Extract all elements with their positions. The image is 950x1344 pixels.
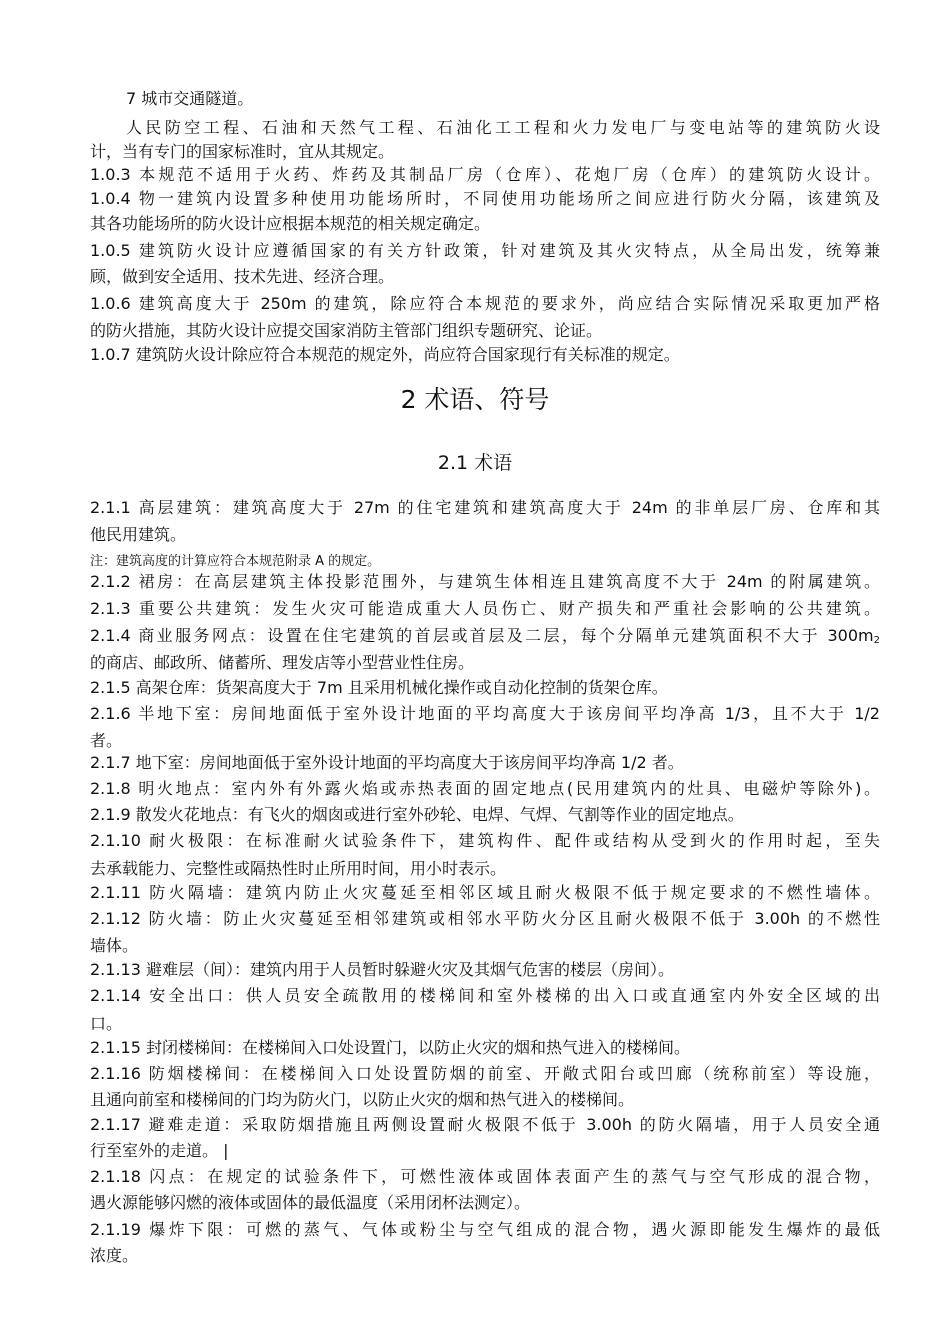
superscript: 2 xyxy=(873,635,880,646)
clause-1-0-4-cont: 其各功能场所的防火设计应根据本规范的相关规定确定。 xyxy=(90,214,491,233)
term-2-1-2: 2.1.2 裙房：在高层建筑主体投影范围外，与建筑生体相连且建筑高度不大于 24m 的附属建筑。 xyxy=(90,572,880,591)
section-title: 2.1 术语 xyxy=(437,452,513,474)
clause-1-0-4: 1.0.4 物一建筑内设置多种使用功能场所时，不同使用功能场所之间应进行防火分隔，该建筑及 xyxy=(90,189,880,208)
clause-1-0-3: 1.0.3 本规范不适用于火药、炸药及其制品厂房（仓库）、花炮厂房（仓库）的建筑防火设计。 xyxy=(90,165,880,184)
clause-1-0-6-cont: 的防火措施，其防火设计应提交国家消防主管部门组织专题研究、论证。 xyxy=(90,321,603,340)
term-2-1-3: 2.1.3 重要公共建筑：发生火灾可能造成重大人员伤亡、财产损失和严重社会影响的公共建筑。 xyxy=(90,599,880,618)
term-2-1-14-cont: 口。 xyxy=(90,1014,123,1033)
term-2-1-16: 2.1.16 防烟楼梯间：在楼梯间入口处设置防烟的前室、开敞式阳台或凹廊（统称前室）等设施， xyxy=(90,1064,880,1083)
term-2-1-7: 2.1.7 地下室：房间地面低于室外设计地面的平均高度大于该房间平均净高 1/2 者。 xyxy=(90,753,684,772)
term-2-1-19: 2.1.19 爆炸下限：可燃的蒸气、气体或粉尘与空气组成的混合物，遇火源即能发生爆炸的最低 xyxy=(90,1220,880,1239)
term-2-1-4 xyxy=(90,625,880,652)
term-2-1-11: 2.1.11 防火隔墙：建筑内防止火灾蔓延至相邻区域且耐火极限不低于规定要求的不燃性墙体。 xyxy=(90,883,880,902)
paragraph-line: 计，当有专门的国家标准时，宜从其规定。 xyxy=(90,142,395,161)
term-2-1-6-cont: 者。 xyxy=(90,731,123,750)
term-2-1-18: 2.1.18 闪点：在规定的试验条件下，可燃性液体或固体表面产生的蒸气与空气形成的混合物， xyxy=(90,1167,880,1186)
term-2-1-1: 2.1.1 高层建筑：建筑高度大于 27m 的住宅建筑和建筑高度大于 24m 的非单层厂房、仓库和其 xyxy=(90,498,880,517)
clause-1-0-5-cont: 顾，做到安全适用、技术先进、经济合理。 xyxy=(90,267,395,286)
note: 注：建筑高度的计算应符合本规范附录 A 的规定。 xyxy=(90,554,381,569)
term-2-1-16-cont: 且通向前室和楼梯间的门均为防火门，以防止火灾的烟和热气进入的楼梯间。 xyxy=(90,1090,635,1109)
term-2-1-13: 2.1.13 避难层（间）：建筑内用于人员暂时躲避火灾及其烟气危害的楼层（房间）。 xyxy=(90,960,674,979)
term-2-1-12: 2.1.12 防火墙：防止火灾蔓延至相邻建筑或相邻水平防火分区且耐火极限不低于 3.00h 的不燃性 xyxy=(90,909,880,928)
clause-1-0-6: 1.0.6 建筑高度大于 250m 的建筑，除应符合本规范的要求外，尚应结合实际情况采取更加严格 xyxy=(90,294,880,313)
term-2-1-17-cont: 行至室外的走道。 | xyxy=(90,1141,229,1160)
chapter-title: 2 术语、符号 xyxy=(400,385,550,414)
clause-1-0-7: 1.0.7 建筑防火设计除应符合本规范的规定外，尚应符合国家现行有关标准的规定。 xyxy=(90,345,680,364)
term-2-1-10-cont: 去承载能力、完整性或隔热性时止所用时间，用小时表示。 xyxy=(90,859,507,878)
term-2-1-14: 2.1.14 安全出口：供人员安全疏散用的楼梯间和室外楼梯的出入口或直通室内外安全区域的出 xyxy=(90,986,880,1005)
term-2-1-6: 2.1.6 半地下室：房间地面低于室外设计地面的平均高度大于该房间平均净高 1/3，且不大于 1/2 xyxy=(90,704,880,723)
term-2-1-1-cont: 他民用建筑。 xyxy=(90,525,187,544)
term-2-1-12-cont: 墙体。 xyxy=(90,936,139,955)
term-2-1-17: 2.1.17 避难走道：采取防烟措施且两侧设置耐火极限不低于 3.00h 的防火隔墙，用于人员安全通 xyxy=(90,1115,880,1134)
list-item-7: 7 城市交通隧道。 xyxy=(126,89,254,108)
term-2-1-9: 2.1.9 散发火花地点：有飞火的烟囱或进行室外砂轮、电焊、气焊、气割等作业的固定地点。 xyxy=(90,805,744,824)
clause-1-0-5: 1.0.5 建筑防火设计应遵循国家的有关方针政策，针对建筑及其火灾特点，从全局出发，统筹兼 xyxy=(90,241,880,260)
term-2-1-4-cont: 的商店、邮政所、储蓄所、理发店等小型营业性住房。 xyxy=(90,653,475,672)
term-2-1-18-cont: 遇火源能够闪燃的液体或固体的最低温度（采用闭杯法测定）。 xyxy=(90,1193,531,1212)
paragraph-line: 人民防空工程、石油和天然气工程、石油化工工程和火力发电厂与变电站等的建筑防火设 xyxy=(126,118,880,137)
term-2-1-8: 2.1.8 明火地点：室内外有外露火焰或赤热表面的固定地点(民用建筑内的灶具、电磁炉等除外)。 xyxy=(90,779,880,798)
term-2-1-19-cont: 浓度。 xyxy=(90,1246,139,1265)
term-2-1-15: 2.1.15 封闭楼梯间：在楼梯间入口处设置门，以防止火灾的烟和热气进入的楼梯间。 xyxy=(90,1038,690,1057)
term-2-1-4-text: 2.1.4 商业服务网点：设置在住宅建筑的首层或首层及二层，每个分隔单元建筑面积不大于 300m xyxy=(90,626,874,645)
term-2-1-10: 2.1.10 耐火极限：在标准耐火试验条件下，建筑构件、配件或结构从受到火的作用时起，至失 xyxy=(90,831,880,850)
term-2-1-5: 2.1.5 高架仓库：货架高度大于 7m 且采用机械化操作或自动化控制的货架仓库。 xyxy=(90,678,668,697)
